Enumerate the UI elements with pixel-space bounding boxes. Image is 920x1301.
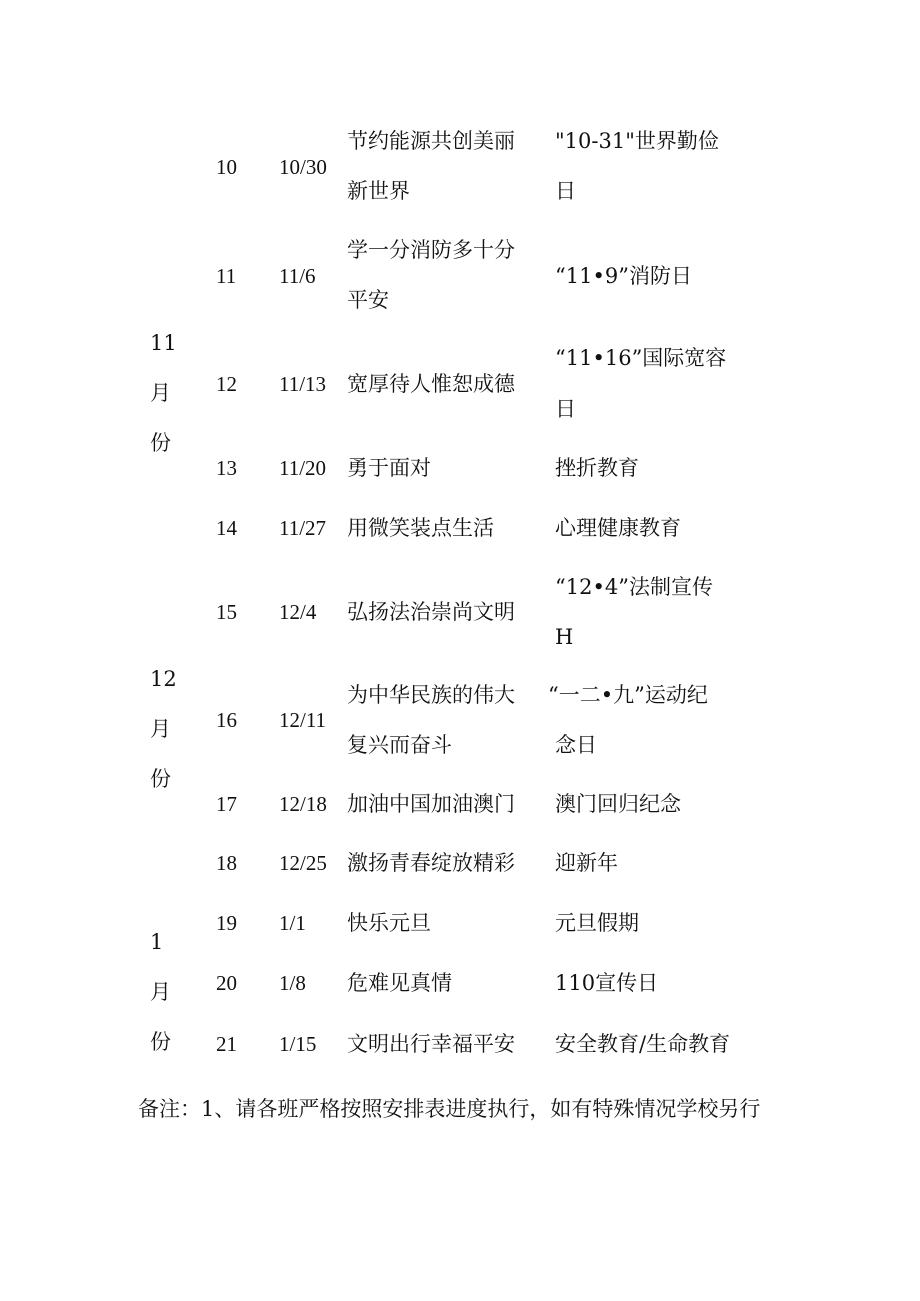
month-line: 1 xyxy=(150,930,164,954)
month-line: 月 xyxy=(150,381,171,405)
week-date: 1/8 xyxy=(279,971,306,995)
occasion-line: 迎新年 xyxy=(555,851,618,875)
week-number: 21 xyxy=(216,1032,237,1056)
occasion-line: 心理健康教育 xyxy=(555,516,681,540)
theme-line: 宽厚待人惟恕成德 xyxy=(347,372,515,396)
theme-line: 平安 xyxy=(347,288,389,312)
occasion-line: "10-31"世界勤俭 xyxy=(555,129,719,153)
week-number: 19 xyxy=(216,911,237,935)
theme-line: 勇于面对 xyxy=(347,456,431,480)
month-line: 月 xyxy=(150,717,171,741)
week-date: 11/27 xyxy=(279,516,327,540)
occasion-line: 挫折教育 xyxy=(555,456,639,480)
week-date: 12/4 xyxy=(279,600,317,624)
occasion-line: 日 xyxy=(555,179,576,203)
occasion-line: “12•4”法制宣传 xyxy=(555,575,713,599)
week-number: 11 xyxy=(216,264,237,288)
footnote: 备注：1、请各班严格按照安排表进度执行，如有特殊情况学校另行 xyxy=(138,1097,761,1121)
month-label-december xyxy=(150,654,180,804)
theme-line: 用微笑装点生活 xyxy=(347,516,494,540)
week-date: 11/13 xyxy=(279,372,327,396)
occasion-line: H xyxy=(555,625,574,649)
week-number: 20 xyxy=(216,971,237,995)
occasion-line: 110宣传日 xyxy=(555,971,659,995)
week-number: 17 xyxy=(216,792,237,816)
occasion-line: “11•9”消防日 xyxy=(555,264,692,288)
week-date: 1/15 xyxy=(279,1032,317,1056)
week-date: 1/1 xyxy=(279,911,306,935)
week-number: 14 xyxy=(216,516,237,540)
occasion-line: 安全教育/生命教育 xyxy=(555,1032,731,1056)
theme-line: 文明出行幸福平安 xyxy=(347,1032,515,1056)
theme-line: 为中华民族的伟大 xyxy=(347,683,515,707)
week-date: 11/20 xyxy=(279,456,327,480)
occasion-line: “一二•九”运动纪 xyxy=(548,683,708,707)
week-number: 16 xyxy=(216,708,237,732)
week-number: 10 xyxy=(216,155,237,179)
occasion-line: 澳门回归纪念 xyxy=(555,792,681,816)
month-line: 12 xyxy=(150,667,177,691)
theme-line: 复兴而奋斗 xyxy=(347,733,452,757)
week-date: 12/11 xyxy=(279,708,327,732)
month-line: 份 xyxy=(150,767,171,791)
week-date: 12/25 xyxy=(279,851,327,875)
week-number: 15 xyxy=(216,600,237,624)
week-date: 10/30 xyxy=(279,155,327,179)
theme-line: 危难见真情 xyxy=(347,971,452,995)
theme-line: 学一分消防多十分 xyxy=(347,238,515,262)
occasion-line: 元旦假期 xyxy=(555,911,639,935)
week-number: 12 xyxy=(216,372,237,396)
month-line: 份 xyxy=(150,1030,171,1054)
week-number: 18 xyxy=(216,851,237,875)
theme-line: 节约能源共创美丽 xyxy=(347,129,515,153)
month-line: 月 xyxy=(150,980,171,1004)
theme-line: 弘扬法治崇尚文明 xyxy=(347,600,515,624)
month-line: 份 xyxy=(150,431,171,455)
week-date: 12/18 xyxy=(279,792,327,816)
month-label-january xyxy=(150,917,180,1067)
occasion-line: “11•16”国际宽容 xyxy=(555,346,727,370)
week-number: 13 xyxy=(216,456,237,480)
month-line: 11 xyxy=(150,331,177,355)
theme-line: 加油中国加油澳门 xyxy=(347,792,515,816)
theme-line: 快乐元旦 xyxy=(347,911,431,935)
theme-line: 激扬青春绽放精彩 xyxy=(347,851,515,875)
occasion-line: 念日 xyxy=(555,733,597,757)
theme-line: 新世界 xyxy=(347,179,410,203)
month-label-november xyxy=(150,318,180,468)
occasion-line: 日 xyxy=(555,397,576,421)
week-date: 11/6 xyxy=(279,264,316,288)
